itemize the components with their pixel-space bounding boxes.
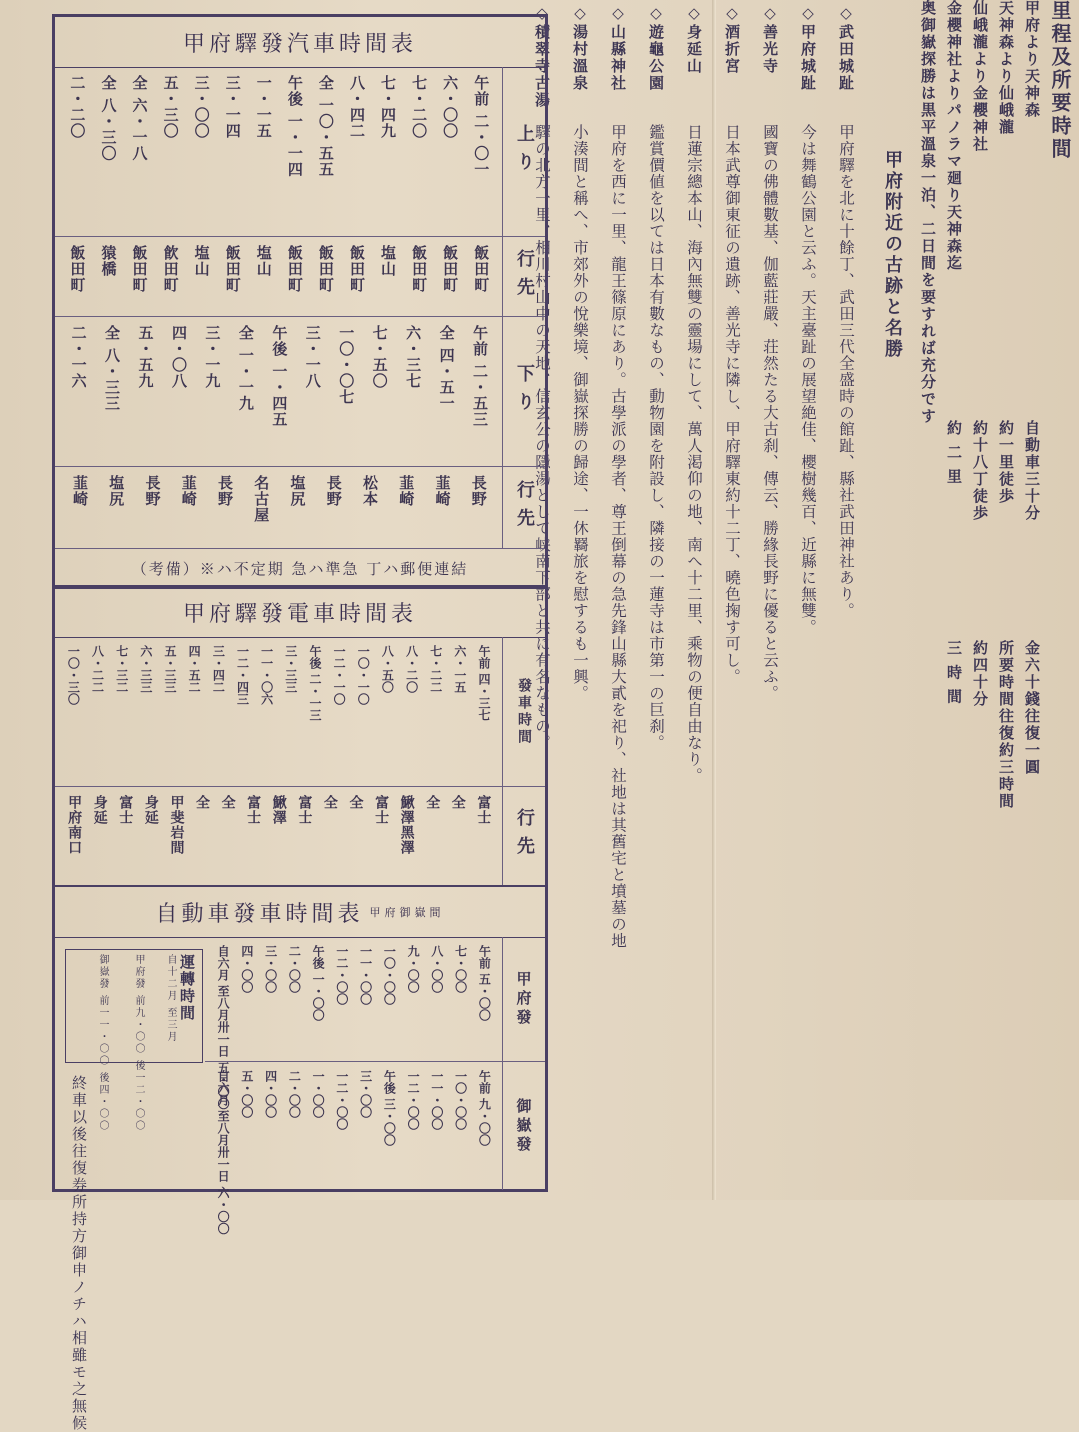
electric-time-label: 發車時間 <box>502 637 545 786</box>
bus-subtitle: 甲府御嶽間 <box>369 906 445 919</box>
site-name: ◇遊龜公園 <box>647 4 665 92</box>
down-dest-cell: 松本 <box>361 475 379 507</box>
electric-dest-row <box>55 787 545 885</box>
route-fare: 金六十錢往復一圓 <box>1023 640 1041 776</box>
up-time-cell: 七・四九 <box>379 75 398 139</box>
inset-mitake: 御嶽發 前一一・〇〇 後四・〇〇 <box>97 954 108 1133</box>
up-time-cell: 全 六・一八 <box>130 75 149 162</box>
bus-kofu-time-cell: 八・〇〇 <box>429 945 444 993</box>
bus-kofu-time-cell: 三・〇〇 <box>263 945 278 993</box>
electric-time-cell: 八・二〇 <box>404 645 419 693</box>
up-time-cell: 午後 一・一四 <box>285 75 304 178</box>
electric-time-cell: 五・三三 <box>163 645 177 693</box>
up-dest-cell: 飯田町 <box>68 245 87 293</box>
down-time-cell: 七・五〇 <box>370 325 389 389</box>
up-dest-cell: 飯田町 <box>130 245 149 293</box>
bus-kofu-time-cell: 午後 一・〇〇 <box>311 945 326 1022</box>
bus-mitake-time-cell: 午後 三・〇〇 <box>382 1070 397 1147</box>
up-time-cell: 六・〇〇 <box>441 75 460 139</box>
bus-kofu-time-cell: 一二・〇〇 <box>334 945 349 1005</box>
electric-dest-label: 行先 <box>502 787 545 885</box>
down-dest-cell: 長野 <box>216 475 234 507</box>
down-time-cell: 一〇・〇七 <box>337 325 356 405</box>
electric-time-cell: 八・二二 <box>90 645 105 693</box>
site-description: 小湊間と稱へ、市郊外の悅樂境、御嶽探勝の歸途、一休羇旅を慰するも一興。 <box>571 124 589 702</box>
bus-kofu-label: 甲府發 <box>502 937 545 1061</box>
electric-section <box>55 587 545 887</box>
route-time: 自動車三十分 <box>1023 420 1041 522</box>
bus-title-row <box>55 887 545 938</box>
down-dest-cell: 韮崎 <box>433 475 452 507</box>
electric-dest-cell: 全 <box>449 795 466 810</box>
down-dest-cell: 長野 <box>469 475 488 507</box>
down-time-cell: 全 八・三三 <box>103 325 122 412</box>
bus-mitake-time-cell: 三・〇〇 <box>358 1070 373 1118</box>
up-dest-cell: 猿橋 <box>99 245 118 277</box>
bus-mitake-time-cell: 一二・〇〇 <box>334 1070 349 1130</box>
bus-kofu-time-cell: 四・〇〇 <box>239 945 254 993</box>
bus-section <box>55 887 545 1432</box>
steam-up-dest-row <box>55 237 545 317</box>
steam-down-row <box>55 317 545 467</box>
site-description: 日本武尊御東征の遺跡、善光寺に隣し、甲府驛東約十二丁、曉色掬す可し。 <box>723 124 741 685</box>
electric-title: 甲府驛發電車時間表 <box>55 587 545 638</box>
bus-mitake-time-cell: 一一・〇〇 <box>429 1070 444 1130</box>
route-time: 約 二 里 <box>945 420 963 486</box>
site-description: 今は舞鶴公園と云ふ。天主臺趾の展望絶佳、櫻樹幾百、近縣に無雙。 <box>799 124 817 636</box>
site-name: ◇酒折宮 <box>723 4 741 75</box>
down-time-cell: 二・一六 <box>69 325 88 389</box>
up-time-cell: 八・四二 <box>347 75 366 139</box>
electric-time-cell: 四・五二 <box>187 645 202 693</box>
electric-dest-cell: 富士 <box>296 795 313 825</box>
down-dest-cell: 塩尻 <box>288 475 307 507</box>
electric-time-cell: 七・二二 <box>428 645 443 693</box>
down-time-cell: 午後 一・四五 <box>270 325 289 428</box>
site-description: 甲府驛を北に十餘丁、武田三代全盛時の館趾、縣社武田神社あり。 <box>837 124 855 619</box>
up-label: 上り <box>502 67 545 236</box>
route-time: 約一里徒歩 <box>997 420 1015 505</box>
electric-dest-cell: 全 <box>424 795 441 810</box>
site-name: ◇湯村溫泉 <box>571 4 589 92</box>
site-name: ◇積翠寺古湯 <box>533 4 551 109</box>
route-time: 約十八丁徒歩 <box>971 420 989 522</box>
site-description: 鑑賞價値を以ては日本有數なもの、動物園を附設し、隣接の一蓮寺は市第一の巨刹。 <box>647 124 665 751</box>
electric-time-cell: 一一・〇六 <box>259 645 274 705</box>
site-name: ◇甲府城趾 <box>799 4 817 92</box>
electric-dest-cell: 富士 <box>117 795 134 825</box>
electric-dest-cell: 身延 <box>91 795 108 825</box>
bus-mitake-time-cell: 一二・〇〇 <box>406 1070 421 1130</box>
electric-time-cell: 三・四二 <box>211 645 226 693</box>
site-description: 甲府を西に一里、龍王篠原にあり。古學派の學者、尊王倒幕の急先鋒山縣大貳を祀り、社地は其舊宅と墳墓の地 <box>609 124 627 949</box>
bus-kofu-time-cell: 二・〇〇 <box>287 945 302 993</box>
bus-mitake-time-cell: 二・〇〇 <box>287 1070 302 1118</box>
site-description: 日蓮宗總本山、海內無雙の靈場にして、萬人渇仰の地、南へ十二里、乘物の便自由なり。 <box>685 124 703 784</box>
route-fare: 三 時 間 <box>945 640 963 706</box>
up-dest-cell: 飯田町 <box>223 245 242 293</box>
electric-time-cell: 午前 四・三七 <box>477 645 492 722</box>
electric-dest-cell: 全 <box>321 795 338 810</box>
steam-title: 甲府驛發汽車時間表 <box>55 17 545 68</box>
up-dest-cell: 飯田町 <box>285 245 304 293</box>
electric-time-cell: 六・一五 <box>452 645 467 693</box>
route-name: 甲府より天神森 <box>1023 0 1041 119</box>
down-dest-cell: 塩尻 <box>107 475 126 507</box>
up-dest-cell: 塩山 <box>254 245 273 277</box>
electric-time-cell: 七・三二 <box>114 645 129 693</box>
section-title: 甲府附近の古跡と名勝 <box>882 150 903 360</box>
steam-note: （考備）※ハ不定期 急ハ準急 丁ハ郵便連結 <box>55 549 545 589</box>
down-time-cell: 全 四・五一 <box>437 325 456 412</box>
down-time-cell: 三・一九 <box>203 325 222 389</box>
route-name: 仙峨瀧より金櫻神社 <box>971 0 989 153</box>
electric-dest-cell: 鰍澤黑澤 <box>398 795 415 855</box>
bus-footnote: 終車以後往復券所持方御申ノチハ相雖モ之無候 <box>70 1075 88 1432</box>
up-dest-cell: 飯田町 <box>316 245 335 293</box>
electric-dest-cell: 全 <box>347 795 364 810</box>
electric-time-cell: 一二・四三 <box>235 645 250 705</box>
bus-kofu-time-cell: 九・〇〇 <box>406 945 421 993</box>
inset-season: 自十二月 至三月 <box>165 954 176 1044</box>
bus-mitake-time-cell: 午前 九・〇〇 <box>477 1070 492 1147</box>
bus-kofu-time-cell: 一一・〇〇 <box>358 945 373 1005</box>
inset-title: 運轉時間 <box>178 954 196 1022</box>
down-time-cell: 五・五九 <box>136 325 155 389</box>
up-dest-cell: 飮田町 <box>161 245 180 293</box>
down-dest-cell: 長野 <box>143 475 162 507</box>
bus-mitake-time-cell: 一・〇〇 <box>311 1070 326 1118</box>
site-name: ◇武田城趾 <box>837 4 855 92</box>
steam-down-dest-row <box>55 467 545 549</box>
down-label: 下り <box>502 317 545 466</box>
electric-time-cell: 午後 二・一三 <box>307 645 322 722</box>
electric-dest-cell: 甲斐岩間 <box>168 795 185 855</box>
route-name: 奥御嶽探勝は黒平溫泉一泊、二日間を要すれば充分です <box>919 0 937 425</box>
bus-inset-box <box>65 949 203 1133</box>
bus-mitake-time-cell: 一〇・〇〇 <box>453 1070 468 1130</box>
site-name: ◇善光寺 <box>761 4 779 75</box>
site-description: 國寶の佛體數基、伽藍莊嚴、荘然たる大古刹、傳云、勝緣長野に優ると云ふ。 <box>761 124 779 702</box>
down-dest-label: 行先 <box>502 467 545 548</box>
bus-kofu-time-cell: 一〇・〇〇 <box>382 945 397 1005</box>
down-dest-cell: 名古屋 <box>252 475 271 523</box>
route-fare: 所要時間往復約三時間 <box>997 640 1015 810</box>
steam-up-row <box>55 67 545 237</box>
up-dest-cell: 飯田町 <box>347 245 366 293</box>
up-time-cell: 三・〇〇 <box>192 75 211 139</box>
down-time-cell: 六・三七 <box>404 325 423 389</box>
up-dest-cell: 塩山 <box>379 245 398 277</box>
site-description: 驛の北方一里、相川村山中の天地、信玄公の隱湯として峡南下部と共に有名なもの。 <box>533 124 551 751</box>
down-dest-cell: 韮崎 <box>71 475 89 507</box>
down-time-cell: 四・〇八 <box>169 325 188 389</box>
route-name: 天神森より仙峨瀧 <box>997 0 1015 136</box>
down-dest-cell: 韮崎 <box>179 475 198 507</box>
electric-dest-cell: 富士 <box>475 795 492 825</box>
electric-dest-cell: 甲府南口 <box>66 795 83 855</box>
electric-time-cell: 一二・一〇 <box>332 645 347 705</box>
down-time-cell: 午前 二・五三 <box>471 325 490 428</box>
up-time-cell: 一・一五 <box>254 75 273 139</box>
mileage-title: 里程及所要時間 <box>1048 0 1072 161</box>
timetable-frame <box>52 14 548 1432</box>
up-dest-cell: 飯田町 <box>410 245 429 293</box>
down-dest-cell: 長野 <box>324 475 343 507</box>
site-name: ◇身延山 <box>685 4 703 75</box>
electric-time-row <box>55 637 545 787</box>
electric-dest-cell: 全 <box>194 795 211 810</box>
inset-kofu: 甲府發 前九・〇〇 後一二・〇〇 <box>133 954 144 1133</box>
up-time-cell: 全 一〇・五五 <box>316 75 335 178</box>
up-time-cell: 五・三〇 <box>161 75 180 139</box>
up-time-cell: 七・二〇 <box>410 75 429 139</box>
paper-fold <box>712 0 716 1200</box>
electric-dest-cell: 富士 <box>245 795 262 825</box>
up-dest-label: 行先 <box>502 237 545 316</box>
up-dest-cell: 飯田町 <box>472 245 491 293</box>
electric-dest-cell: 鰍澤 <box>270 795 287 825</box>
route-fare: 約四十分 <box>971 640 989 708</box>
bus-mitake-time-cell: 自六月 至八月卅一日 六・〇〇 <box>216 1070 231 1235</box>
bus-kofu-time-cell: 自六月 至八月卅一日 五・〇〇 <box>216 945 231 1110</box>
bus-title: 自動車發車時間表 <box>155 901 364 927</box>
bus-kofu-time-cell: 午前 五・〇〇 <box>477 945 492 1022</box>
electric-time-cell: 一〇・一〇 <box>356 645 371 705</box>
steam-section <box>55 17 545 587</box>
bus-mitake-label: 御嶽發 <box>502 1062 545 1190</box>
up-time-cell: 午前 二・〇一 <box>472 75 491 178</box>
electric-time-cell: 六・三三 <box>138 645 153 693</box>
up-dest-cell: 飯田町 <box>441 245 460 293</box>
electric-time-cell: 一〇・三〇 <box>66 645 81 705</box>
up-time-cell: 三・一四 <box>223 75 242 139</box>
up-dest-cell: 塩山 <box>192 245 211 277</box>
electric-dest-cell: 身延 <box>142 795 159 825</box>
bus-mitake-time-cell: 四・〇〇 <box>263 1070 278 1118</box>
electric-dest-cell: 富士 <box>373 795 390 825</box>
bus-mitake-time-cell: 五・〇〇 <box>239 1070 254 1118</box>
down-time-cell: 全 一・一九 <box>236 325 255 412</box>
down-time-cell: 三・一八 <box>303 325 322 389</box>
down-dest-cell: 韮崎 <box>397 475 416 507</box>
bus-kofu-time-cell: 七・〇〇 <box>453 945 468 993</box>
route-name: 金櫻神社よりパノラマ廻り天神森迄 <box>945 0 963 272</box>
electric-dest-cell: 全 <box>219 795 236 810</box>
up-time-cell: 全 八・三〇 <box>99 75 118 162</box>
electric-time-cell: 三・三三 <box>283 645 298 693</box>
site-name: ◇山縣神社 <box>609 4 627 92</box>
electric-time-cell: 八・五〇 <box>380 645 395 693</box>
bus-mitake-row <box>205 1062 545 1235</box>
up-time-cell: 二・二〇 <box>68 75 87 139</box>
